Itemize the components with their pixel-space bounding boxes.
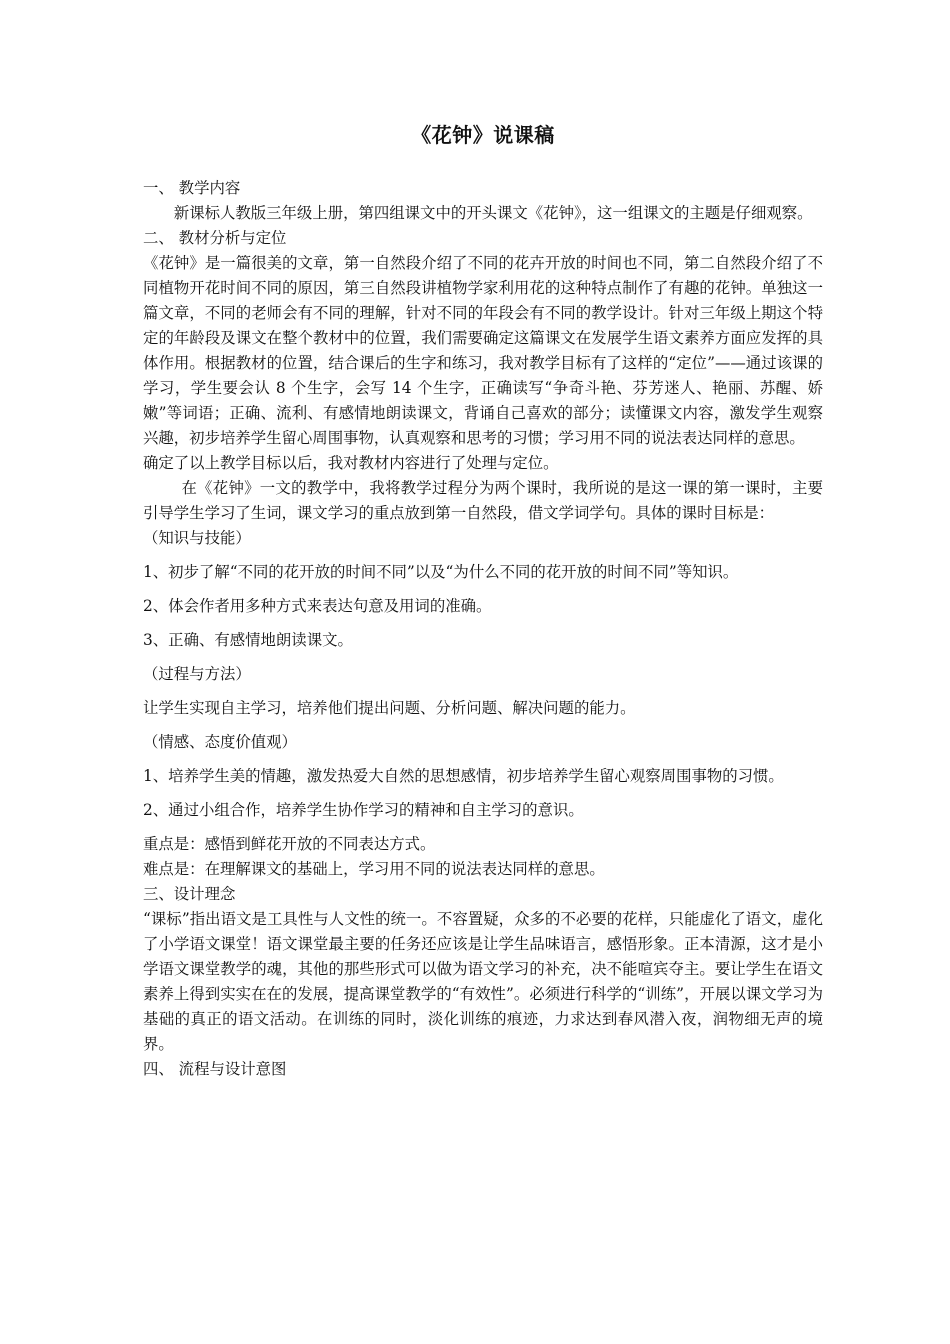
document-page: [143, 120, 823, 1082]
goal-emotion-item-2: 2、通过小组合作，培养学生协作学习的精神和自主学习的意识。: [143, 801, 584, 819]
goal-knowledge-item-3: 3、正确、有感情地朗读课文。: [143, 631, 353, 649]
section-body-content: 新课标人教版三年级上册，第四组课文中的开头课文《花钟》，这一组课文的主题是仔细观察。: [173, 204, 813, 222]
section-heading-philosophy: 三、设计理念: [143, 885, 236, 903]
goal-emotion-item-1: 1、培养学生美的情趣，激发热爱大自然的思想感情，初步培养学生留心观察周围事物的习惯。: [143, 767, 784, 785]
key-point: 重点是：感悟到鲜花开放的不同表达方式。: [143, 835, 436, 853]
goal-heading-emotion: （情感、态度价值观）: [143, 733, 297, 751]
section-body-philosophy: “课标”指出语文是工具性与人文性的统一。不容置疑，众多的不必要的花样，只能虚化了语文，虚化了小学语文课堂！语文课堂最主要的任务还应该是让学生品味语言，感悟形象。正本清源，这才是小学语文课堂教学的魂，其他的那些形式可以做为语文学习的补充，决不能喧宾夺主。要让学生在语文素养上得到实实在在的发展，提高课堂教学的“有效性”。必须进行科学的“训练”，开展以课文学习为基础的真正的语文活动。在训练的同时，淡化训练的痕迹，力求达到春风潜入夜，润物细无声的境界。: [143, 910, 823, 1053]
lesson-plan-paragraph: 在《花钟》一文的教学中，我将教学过程分为两个课时，我所说的是这一课的第一课时，主要引导学生学习了生词，课文学习的重点放到第一自然段，借文学词学句。具体的课时目标是：: [143, 479, 823, 522]
goal-knowledge-item-2: 2、体会作者用多种方式来表达句意及用词的准确。: [143, 597, 492, 615]
goal-heading-process: （过程与方法）: [143, 665, 251, 683]
document-title: 《花钟》说课稿: [411, 123, 555, 147]
goal-knowledge-item-1: 1、初步了解“不同的花开放的时间不同”以及“为什么不同的花开放的时间不同”等知识。: [143, 563, 739, 581]
section-heading-analysis: 二、 教材分析与定位: [143, 229, 287, 247]
analysis-confirm-paragraph: 确定了以上教学目标以后，我对教材内容进行了处理与定位。: [143, 454, 559, 472]
goal-heading-knowledge: （知识与技能）: [143, 529, 251, 547]
section-heading-content: 一、 教学内容: [143, 179, 241, 197]
section-body-analysis: 《花钟》是一篇很美的文章，第一自然段介绍了不同的花卉开放的时间也不同，第二自然段介绍了不同植物开花时间不同的原因，第三自然段讲植物学家利用花的这种特点制作了有趣的花钟。单独这一篇文章，不同的老师会有不同的理解，针对不同的年段会有不同的教学设计。针对三年级上期这个特定的年龄段及课文在整个教材中的位置，我们需要确定这篇课文在发展学生语文素养方面应发挥的具体作用。根据教材的位置，结合课后的生字和练习，我对教学目标有了这样的“定位”——通过该课的学习，学生要会认 8 个生字，会写 14 个生字，正确读写“争奇斗艳、芬芳迷人、艳丽、苏醒、娇嫩”等词语；正确、流利、有感情地朗读课文，背诵自己喜欢的部分；读懂课文内容，激发学生观察兴趣，初步培养学生留心周围事物，认真观察和思考的习惯；学习用不同的说法表达同样的意思。: [143, 254, 823, 447]
difficulty-point: 难点是：在理解课文的基础上，学习用不同的说法表达同样的意思。: [143, 860, 605, 878]
section-heading-process: 四、 流程与设计意图: [143, 1060, 287, 1078]
goal-process-item-1: 让学生实现自主学习，培养他们提出问题、分析问题、解决问题的能力。: [143, 699, 636, 717]
